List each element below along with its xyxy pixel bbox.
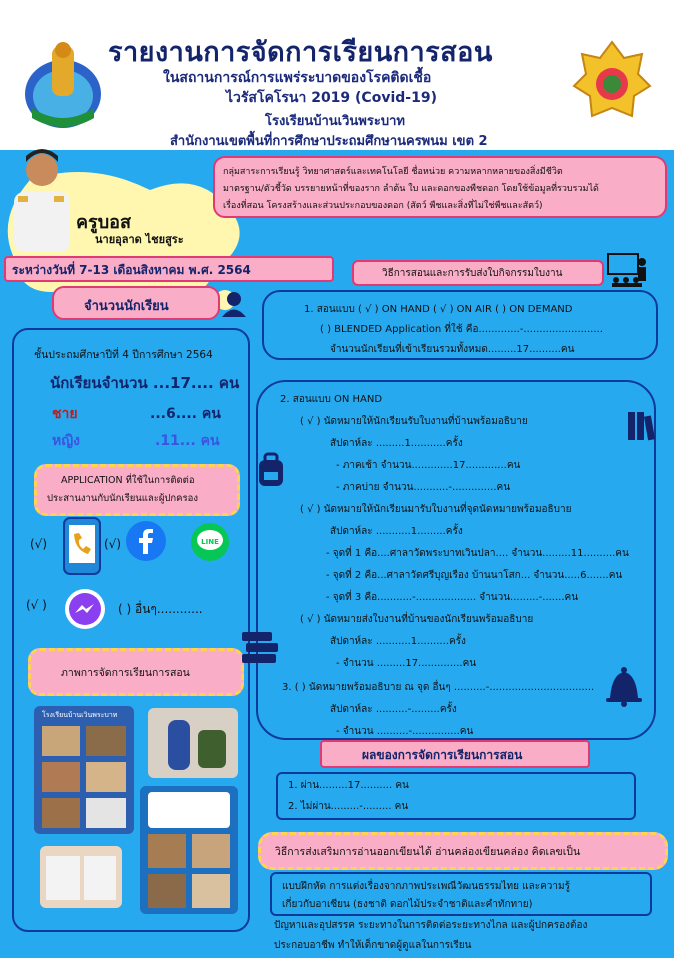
- activity-photo-4: [140, 786, 238, 914]
- method-heading-box: [352, 260, 604, 286]
- onhand-line: - จุดที่ 2 คือ...ศาลาวัดศรีบุญเรือง บ้านนาโสก... จำนวน.....6.......คน: [326, 570, 623, 581]
- onhand-line: - จำนวน ..........-...............คน: [336, 726, 474, 737]
- female-label: หญิง: [52, 433, 80, 449]
- activity-photo-1: [34, 706, 134, 834]
- activity-photo-3: [40, 846, 122, 908]
- check-phone: (√): [30, 537, 48, 551]
- problems-line-2: ประกอบอาชีพ ทำให้เด็กขาดผู้ดูแลในการเรียน: [274, 940, 472, 951]
- app-heading-2: ประสานงานกับนักเรียนและผู้ปกครอง: [47, 493, 198, 504]
- onhand-line: - จำนวน .........17..............คน: [336, 658, 477, 669]
- mode-line-1: 1. สอนแบบ ( √ ) ON HAND ( √ ) ON AIR ( ) ON DEMAND: [304, 304, 573, 315]
- messenger-icon: [64, 588, 106, 630]
- obec-logo-icon: [572, 40, 652, 124]
- reading-heading-box: [258, 832, 668, 870]
- period-text: ระหว่างวันที่ 7-13 เดือนสิงหาคม พ.ศ. 2564: [12, 263, 251, 277]
- info-standard: มาตรฐาน/ตัวชี้วัด บรรยายหน้าที่ของราก ลำต้น ใบ และดอกของพืชดอก โดยใช้ข้อมูลที่รวบรวมได้: [223, 184, 599, 194]
- reading-line-2: เกี่ยวกับอาเซียน (ธงชาติ ดอกไม้ประจำชาติและคำทักทาย): [282, 899, 533, 910]
- user-icon: [220, 290, 248, 318]
- students-heading-box: [52, 286, 220, 320]
- book-stack-icon: [240, 630, 280, 666]
- onhand-line: - จุดที่ 1 คือ....ศาลาวัดพระบาทเวินปลา.... จำนวน.........11..........คน: [326, 548, 629, 559]
- onhand-line: ( √ ) นัดหมายให้นักเรียนรับใบงานที่บ้านพร้อมอธิบาย: [300, 416, 528, 427]
- mode-line-2: ( ) BLENDED Application ที่ใช้ คือ.............-.........................: [320, 324, 603, 335]
- info-subject: กลุ่มสาระการเรียนรู้ วิทยาศาสตร์และเทคโนโลยี ชื่อหน่วย ความหลากหลายของสิ่งมีชีวิต: [223, 167, 563, 177]
- onhand-line: ( √ ) นัดหมายให้นักเรียนมารับใบงานที่จุดนัดหมายพร้อมอธิบาย: [300, 504, 572, 515]
- subtitle-1: ในสถานการณ์การแพร่ระบาดของโรคติดเชื้อ: [163, 70, 432, 86]
- students-heading: จำนวนนักเรียน: [84, 299, 169, 314]
- teacher-board-icon: [606, 252, 652, 288]
- phone-icon: [62, 516, 102, 576]
- teacher-photo: [8, 140, 74, 252]
- reading-line-1: แบบฝึกหัด การแต่งเรื่องจากภาพประเพณีวัฒนธรรมไทย และความรู้: [282, 881, 570, 892]
- app-heading-box: [34, 464, 240, 516]
- onhand-line: 2. สอนแบบ ON HAND: [280, 394, 383, 405]
- photo-caption: โรงเรียนบ้านเวินพระบาท: [42, 711, 118, 719]
- education-office: สำนักงานเขตพื้นที่การศึกษาประถมศึกษานครพนม เขต 2: [170, 134, 488, 149]
- results-pass: 1. ผ่าน.........17.......... คน: [288, 780, 409, 791]
- onhand-line: ( √ ) นัดหมายส่งใบงานที่บ้านของนักเรียนพร้อมอธิบาย: [300, 614, 534, 625]
- other-apps: ( ) อื่นๆ............: [118, 602, 203, 616]
- bell-icon: [604, 664, 644, 708]
- onhand-line: สัปดาห์ละ ..........-.........ครั้ง: [330, 704, 457, 715]
- onhand-line: - ภาคเช้า จำนวน.............17.............คน: [336, 460, 521, 471]
- results-fail: 2. ไม่ผ่าน.........-......... คน: [288, 801, 409, 812]
- method-heading: วิธีการสอนและการรับส่งใบกิจกรรมใบงาน: [382, 268, 563, 279]
- app-heading-1: APPLICATION ที่ใช้ในการติดต่อ: [61, 475, 195, 486]
- svg-text:LINE: LINE: [201, 538, 219, 546]
- results-panel: [276, 772, 636, 820]
- books-icon: [626, 410, 656, 442]
- check-facebook: (√): [104, 537, 122, 551]
- reading-panel: [270, 872, 652, 916]
- results-heading: ผลของการจัดการเรียนการสอน: [362, 748, 523, 762]
- total-students: นักเรียนจำนวน ...17.... คน: [50, 374, 240, 392]
- mode-panel: [262, 290, 658, 360]
- onhand-line: สัปดาห์ละ ...........1.........ครั้ง: [330, 526, 463, 537]
- male-label: ชาย: [52, 406, 78, 422]
- photos-heading: ภาพการจัดการเรียนการสอน: [61, 667, 190, 679]
- teacher-title: ครูบอส: [76, 212, 131, 233]
- subtitle-2: ไวรัสโคโรนา 2019 (Covid-19): [226, 90, 437, 106]
- backpack-icon: [255, 452, 287, 488]
- period-box: [4, 256, 334, 282]
- page-title: รายงานการจัดการเรียนการสอน: [108, 37, 493, 68]
- info-box: [213, 156, 667, 218]
- onhand-line: สัปดาห์ละ .........1...........ครั้ง: [330, 438, 463, 449]
- facebook-icon: [125, 520, 167, 562]
- activity-photo-2: [148, 708, 238, 778]
- info-topic: เรื่องที่สอน โครงสร้างและส่วนประกอบของดอก (สัตว์ พืชและสิ่งที่ไม่ใช่พืชและสัตว์): [223, 201, 543, 211]
- onhand-line: สัปดาห์ละ ...........1..........ครั้ง: [330, 636, 466, 647]
- female-value: .11... คน: [155, 433, 220, 449]
- problems-line-1: ปัญหาและอุปสรรค ระยะทางในการติดต่อระยะทางไกล และผู้ปกครองต้อง: [274, 920, 588, 931]
- reading-heading: วิธีการส่งเสริมการอ่านออกเขียนได้ อ่านคล่องเขียนคล่อง คิดเลขเป็น: [275, 846, 581, 858]
- onhand-line: 3. ( ) นัดหมายพร้อมอธิบาย ณ จุด อื่นๆ ..........-.................................: [282, 682, 595, 693]
- school-name: โรงเรียนบ้านเวินพระบาท: [265, 114, 405, 129]
- office-logo-icon: [22, 38, 104, 130]
- line-app-icon: [190, 522, 230, 562]
- teacher-name: นายอุลาด ไชยสูระ: [95, 233, 184, 246]
- mode-line-3: จำนวนนักเรียนที่เข้าเรียนรวมทั้งหมด.........17..........คน: [330, 344, 575, 355]
- grade-text: ชั้นประถมศึกษาปีที่ 4 ปีการศึกษา 2564: [34, 349, 213, 361]
- results-heading-box: [320, 740, 590, 768]
- photos-heading-box: [28, 648, 244, 696]
- onhand-line: - จุดที่ 3 คือ...........-................... จำนวน.........-.......คน: [326, 592, 579, 603]
- check-messenger: (√ ): [26, 598, 47, 612]
- onhand-line: - ภาคบ่าย จำนวน...........-..............คน: [336, 482, 511, 493]
- male-value: ...6.... คน: [150, 406, 221, 422]
